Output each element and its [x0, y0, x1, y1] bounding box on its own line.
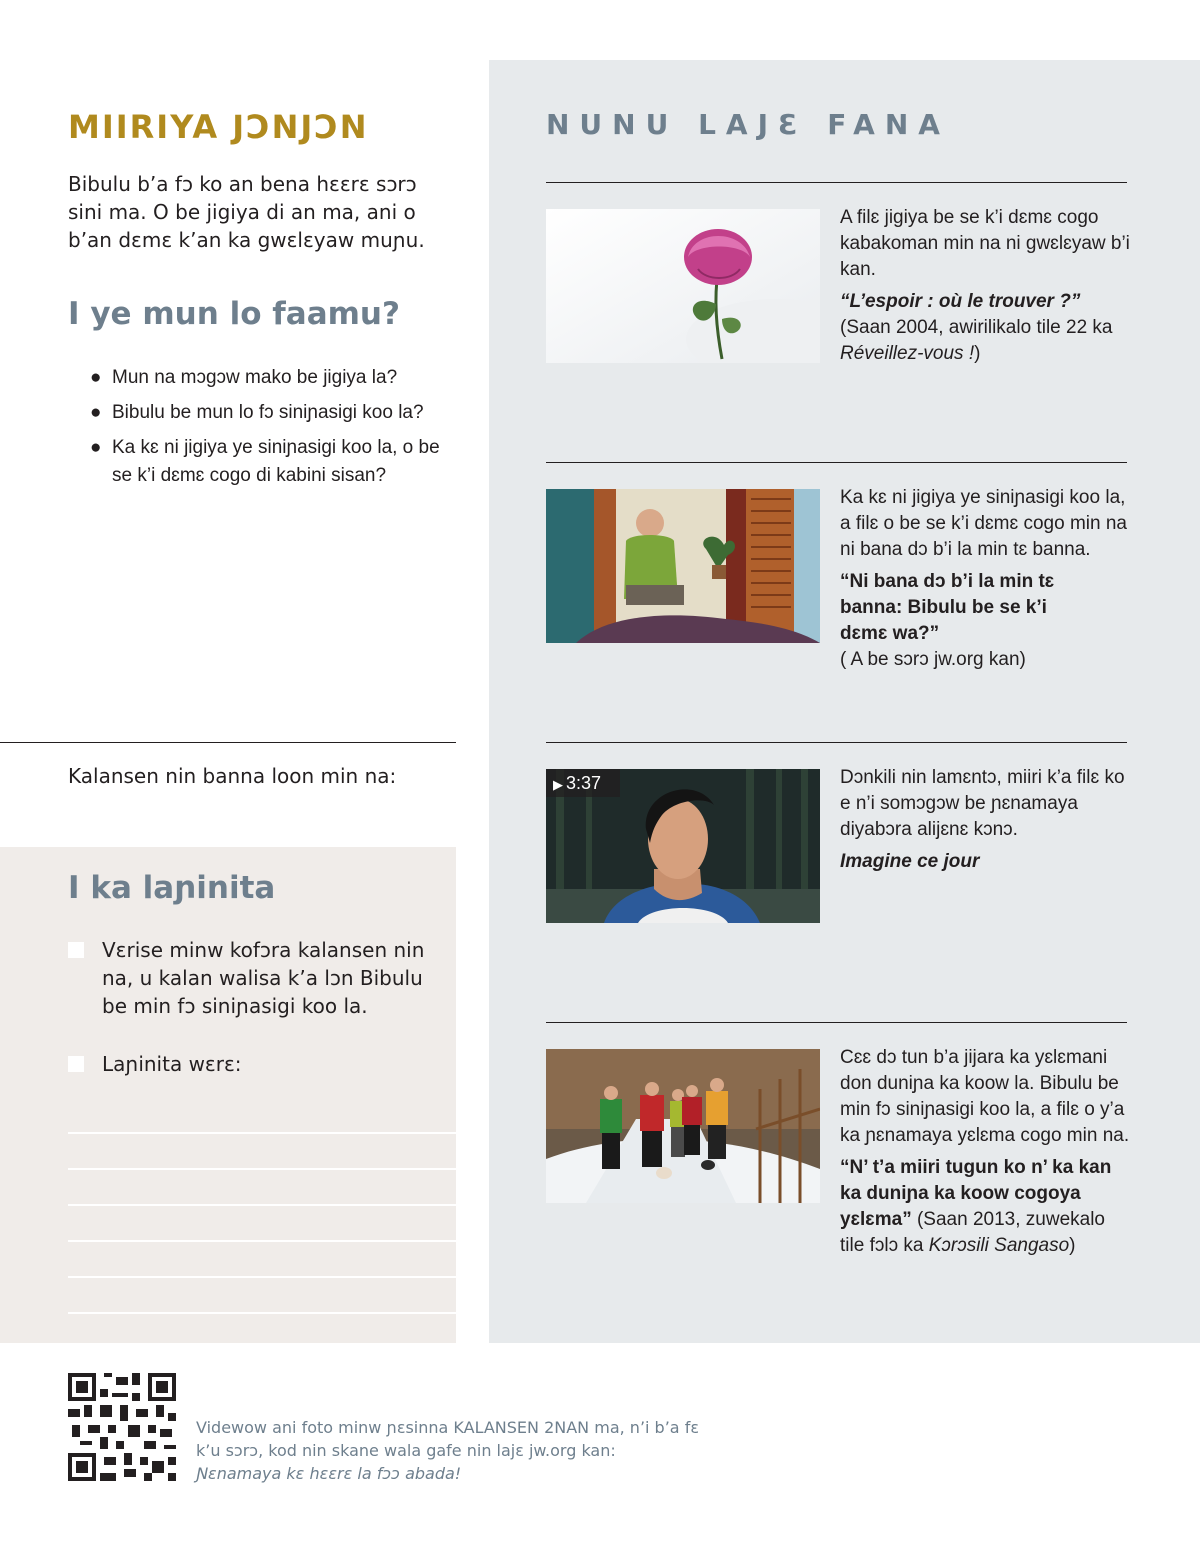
- goal-text: Vɛrise minw kofɔra kalansen nin na, u kalan walisa k’a lɔn Bibulu be min fɔ siniɲasigi koo la.: [102, 938, 425, 1018]
- video-duration: 3:37: [566, 773, 602, 793]
- source-note: ( A be sɔrɔ jw.org kan): [840, 649, 1026, 670]
- checkbox[interactable]: [68, 942, 84, 958]
- article-link[interactable]: “N’ t’a miiri tugun ko n’ ka kan ka duniɲa ka koow cogoya yɛlɛma”: [840, 1157, 1112, 1230]
- footer-text: Videwow ani foto minw ɲɛsinna KALANSEN 2NAN ma, n’i b’a fɛ k’u sɔrɔ, kod nin skane wala gafe nin lajɛ jw.org kan:: [196, 1418, 699, 1460]
- play-icon: ▶: [553, 777, 563, 792]
- qr-code-icon[interactable]: [68, 1373, 176, 1481]
- divider: [546, 1022, 1127, 1023]
- reflect-heading: MIIRIYA JƆNJƆN: [68, 108, 369, 146]
- source-note-end: ): [1069, 1235, 1076, 1256]
- snow-walk-image[interactable]: [546, 1049, 820, 1203]
- explore-item-text: [840, 485, 1130, 673]
- bullet-icon: ●: [90, 437, 102, 458]
- bullet-icon: ●: [90, 367, 102, 388]
- question-text: Mun na mɔgɔw mako be jigiya la?: [112, 367, 398, 388]
- explore-item-text: [840, 765, 1130, 875]
- divider: [546, 182, 1127, 183]
- article-link[interactable]: “Ni bana dɔ b’i la min tɛ banna: Bibulu be se k’i dɛmɛ wa?”: [840, 571, 1055, 644]
- footer-note: [196, 1416, 716, 1485]
- man-window-image[interactable]: [546, 489, 820, 643]
- flower-image[interactable]: [546, 209, 820, 363]
- source-note-end: ): [974, 343, 981, 364]
- bullet-icon: ●: [90, 402, 102, 423]
- question-text: Ka kɛ ni jigiya ye siniɲasigi koo la, o be se k’i dɛmɛ cogo di kabini sisan?: [112, 437, 440, 486]
- question-text: Bibulu be mun lo fɔ siniɲasigi koo la?: [112, 402, 424, 423]
- item-description: Dɔnkili nin lamɛntɔ, miiri k’a filɛ ko e n’i somɔgɔw be ɲɛnamaya diyabɔra alijɛnɛ kɔnɔ.: [840, 767, 1125, 840]
- goal-heading: I ka laɲinita: [68, 870, 276, 906]
- list-item: [90, 434, 460, 490]
- source-note: (Saan 2004, awirilikalo tile 22 ka: [840, 317, 1113, 338]
- list-item: [90, 399, 460, 427]
- goal-checkbox-item[interactable]: [68, 1050, 438, 1078]
- writing-lines[interactable]: [68, 1132, 456, 1348]
- checkbox[interactable]: [68, 1056, 84, 1072]
- explore-item-text: [840, 1045, 1130, 1259]
- explore-item-text: [840, 205, 1130, 367]
- intro-paragraph: Bibulu b’a fɔ ko an bena hɛɛrɛ sɔrɔ sini ma. O be jigiya di an ma, ani o b’an dɛmɛ k’an ka gwɛlɛyaw muɲu.: [68, 172, 425, 252]
- goal-checkbox-item[interactable]: [68, 936, 438, 1020]
- video-duration-badge: [546, 769, 620, 797]
- questions-heading: I ye mun lo faamu?: [68, 296, 400, 332]
- explore-heading: NUNU LAJƐ FANA: [546, 108, 950, 141]
- divider: [546, 462, 1127, 463]
- lesson-finished-date-prompt: Kalansen nin banna loon min na:: [68, 764, 397, 788]
- magazine-name: Réveillez-vous !: [840, 343, 975, 364]
- divider: [546, 742, 1127, 743]
- item-description: Cɛɛ dɔ tun b’a jijara ka yɛlɛmani don duniɲa ka koow la. Bibulu be min fɔ siniɲasigi koo la, a filɛ o y’a ka ɲɛnamaya yɛlɛma cogo min na.: [840, 1047, 1130, 1146]
- source-note: (Saan 2013, zuwekalo tile fɔlɔ ka: [840, 1209, 1105, 1256]
- item-description: A filɛ jigiya be se k’i dɛmɛ cogo kabakoman min na ni gwɛlɛyaw b’i kan.: [840, 207, 1130, 280]
- video-thumbnail[interactable]: [546, 769, 820, 923]
- book-title-link[interactable]: Ɲɛnamaya kɛ hɛɛrɛ la fɔɔ abada!: [196, 1464, 462, 1483]
- magazine-name: Kɔrɔsili Sangaso: [928, 1235, 1070, 1256]
- divider: [0, 742, 456, 743]
- video-link[interactable]: Imagine ce jour: [840, 851, 980, 872]
- item-description: Ka kɛ ni jigiya ye siniɲasigi koo la, a filɛ o be se k’i dɛmɛ cogo min na ni bana dɔ b’i la min tɛ banna.: [840, 487, 1127, 560]
- questions-list: [90, 364, 460, 497]
- goal-text: Laɲinita wɛrɛ:: [102, 1052, 242, 1076]
- list-item: [90, 364, 460, 392]
- article-link[interactable]: “L’espoir : où le trouver ?”: [840, 291, 1081, 312]
